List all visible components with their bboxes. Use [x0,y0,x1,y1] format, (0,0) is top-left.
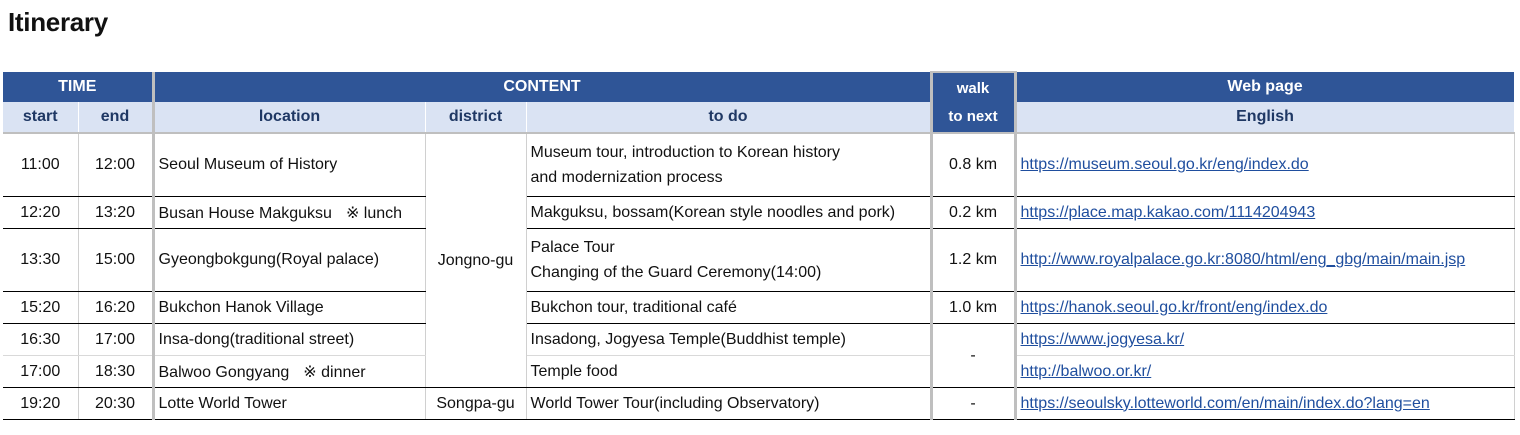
todo-line: Insadong, Jogyesa Temple(Buddhist temple) [530,330,846,348]
table-row [3,197,1514,229]
itinerary-table [3,71,1515,420]
web-link[interactable]: https://museum.seoul.go.kr/eng/index.do [1020,156,1309,173]
walk-distance: 0.8 km [931,133,1015,197]
end-time: 20:30 [78,388,153,420]
location-cell [153,388,425,420]
location-name: Gyeongbokgung(Royal palace) [158,251,380,268]
end-time: 15:00 [78,229,153,292]
web-link-cell [1015,197,1514,229]
web-link[interactable]: https://www.jogyesa.kr/ [1020,330,1185,348]
web-link[interactable]: http://www.royalpalace.go.kr:8080/html/eng_gbg/main/main.jsp [1020,251,1466,268]
todo-cell [526,356,931,388]
start-time: 19:20 [3,388,78,420]
end-time: 12:00 [78,133,153,197]
todo-line: Museum tour, introduction to Korean history [530,144,840,161]
start-time: 11:00 [3,133,78,197]
location-cell [153,324,425,356]
todo-cell [526,292,931,324]
todo-line: Temple food [530,362,618,380]
location-cell [153,292,425,324]
start-time: 12:20 [3,197,78,229]
start-time: 13:30 [3,229,78,292]
todo-line: Makguksu, bossam(Korean style noodles and pork) [530,203,896,221]
location-cell [153,229,425,292]
todo-line: Changing of the Guard Ceremony(14:00) [530,264,822,281]
table-row [3,388,1514,420]
header-walk-to-next [931,72,1015,133]
header-district: district [425,102,526,133]
location-name: Busan House Makguksu [158,204,332,222]
todo-line: and modernization process [530,169,723,186]
district-cell: Jongno-gu [425,133,526,388]
header-location: location [153,102,425,133]
header-web-page: Web page [1015,72,1514,102]
header-english: English [1015,102,1514,133]
district-cell: Songpa-gu [425,388,526,420]
todo-line: Palace Tour [530,239,615,256]
web-link[interactable]: https://place.map.kakao.com/1114204943 [1020,203,1316,221]
table-row [3,229,1514,292]
location-name: Bukchon Hanok Village [158,298,324,316]
walk-distance: 1.0 km [931,292,1015,324]
header-to-do: to do [526,102,931,133]
end-time: 13:20 [78,197,153,229]
location-name: Lotte World Tower [158,394,287,412]
start-time: 17:00 [3,356,78,388]
walk-distance: 1.2 km [931,229,1015,292]
table-row [3,133,1514,197]
walk-distance: - [931,388,1015,420]
web-link[interactable]: https://hanok.seoul.go.kr/front/eng/index.do [1020,298,1328,316]
web-link-cell [1015,133,1514,197]
location-name: Balwoo Gongyang [158,363,290,381]
web-link-cell [1015,388,1514,420]
table-row [3,324,1514,356]
start-time: 15:20 [3,292,78,324]
todo-line: World Tower Tour(including Observatory) [530,394,820,412]
todo-cell [526,197,931,229]
todo-cell [526,229,931,292]
end-time: 17:00 [78,324,153,356]
web-link-cell [1015,356,1514,388]
meal-note: ※ dinner [303,363,366,381]
table-row [3,356,1514,388]
web-link[interactable]: http://balwoo.or.kr/ [1020,362,1152,380]
walk-distance: 0.2 km [931,197,1015,229]
meal-note: ※ lunch [345,204,403,222]
web-link-cell [1015,229,1514,292]
end-time: 18:30 [78,356,153,388]
location-name: Seoul Museum of History [158,156,338,173]
header-walk-line2: to next [948,107,998,125]
web-link-cell [1015,292,1514,324]
web-link-cell [1015,324,1514,356]
start-time: 16:30 [3,324,78,356]
todo-cell [526,388,931,420]
location-cell [153,356,425,388]
header-time: TIME [3,72,153,102]
table-row [3,292,1514,324]
end-time: 16:20 [78,292,153,324]
web-link[interactable]: https://seoulsky.lotteworld.com/en/main/index.do?lang=en [1020,394,1430,412]
location-cell [153,197,425,229]
todo-cell [526,133,931,197]
location-cell [153,133,425,197]
location-name: Insa-dong(traditional street) [158,330,355,348]
header-content: CONTENT [153,72,931,102]
todo-cell [526,324,931,356]
header-start: start [3,102,78,133]
page-title: Itinerary [8,7,108,37]
todo-line: Bukchon tour, traditional café [530,298,737,316]
walk-distance: - [931,324,1015,388]
header-end: end [78,102,153,133]
header-walk-line1: walk [956,79,990,97]
